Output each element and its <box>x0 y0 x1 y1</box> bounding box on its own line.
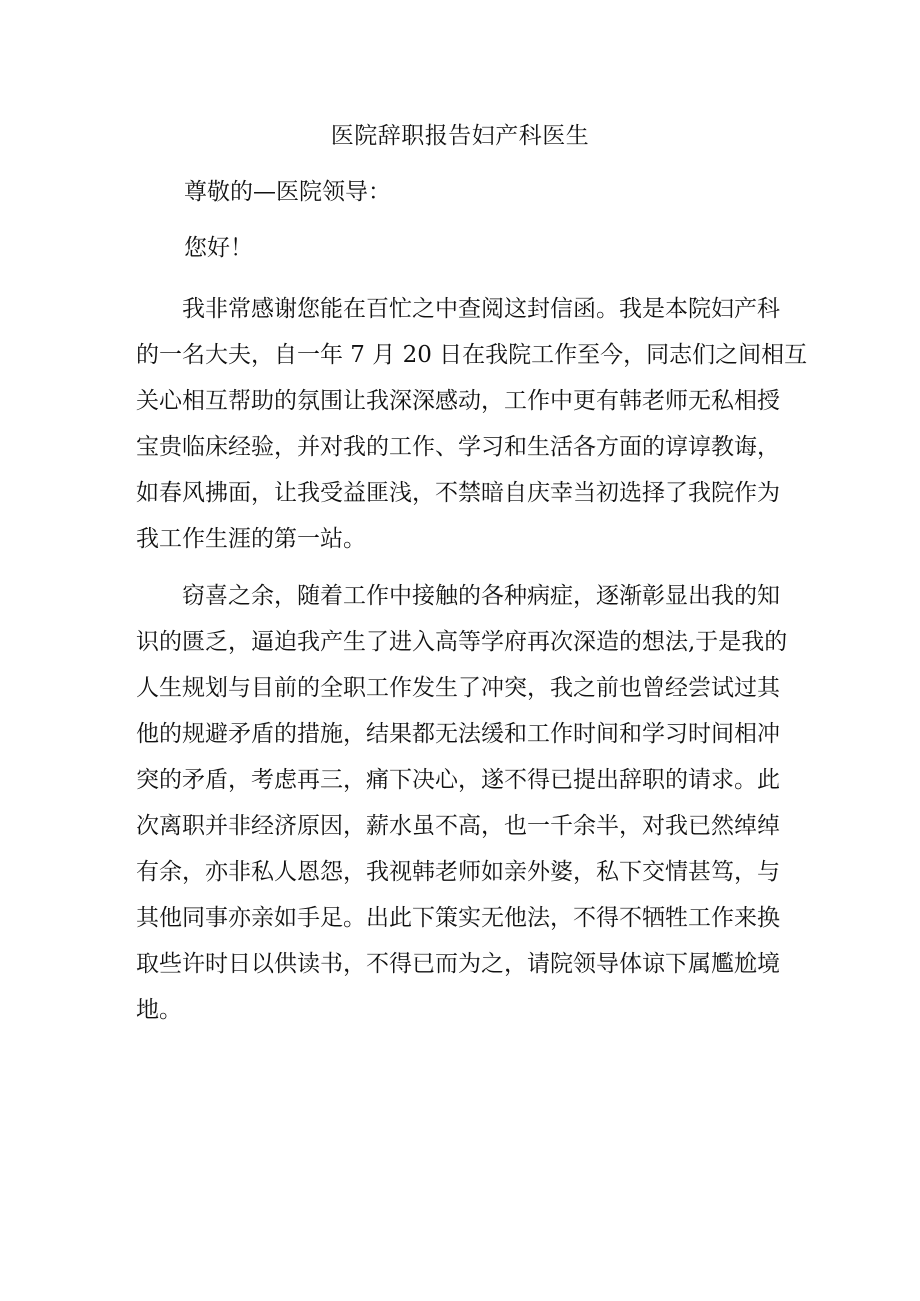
paragraph-line: 窃喜之余，随着工作中接触的各种病症，逐渐彰显出我的知 <box>182 583 780 609</box>
paragraph-line: 其他同事亦亲如手足。出此下策实无他法，不得不牺牲工作来换 <box>136 905 780 931</box>
paragraph-line: 宝贵临床经验，并对我的工作、学习和生活各方面的谆谆教诲， <box>136 434 780 460</box>
paragraph-gratitude <box>136 286 808 562</box>
paragraph-line: 有余，亦非私人恩怨，我视韩老师如亲外婆，私下交情甚笃，与 <box>136 859 780 885</box>
paragraph-line: 我工作生涯的第一站。 <box>136 526 366 552</box>
paragraph-line: 地。 <box>136 997 182 1023</box>
paragraph-resignation-reason <box>136 573 796 1033</box>
paragraph-line: 人生规划与目前的全职工作发生了冲突，我之前也曾经尝试过其 <box>136 675 780 701</box>
paragraph-line: 取些许时日以供读书，不得已而为之，请院领导体谅下属尷尬境 <box>136 951 780 977</box>
greeting-text: 您好！ <box>184 235 253 261</box>
paragraph-line: 的一名大夫，自一年 7 月 20 日在我院工作至今，同志们之间相互 <box>136 342 808 368</box>
paragraph-line: 我非常感谢您能在百忙之中查阅这封信函。我是本院妇产科 <box>182 296 780 322</box>
paragraph-line: 他的规避矛盾的措施，结果都无法缓和工作时间和学习时间相冲 <box>136 721 780 747</box>
document-title: 医院辞职报告妇产科医生 <box>330 123 590 149</box>
paragraph-line: 突的矛盾，考虑再三，痛下决心，遂不得已提出辞职的请求。此 <box>136 767 780 793</box>
paragraph-line: 如春风拂面，让我受益匪浅，不禁暗自庆幸当初选择了我院作为 <box>136 480 780 506</box>
paragraph-line: 识的匮乏，逼迫我产生了进入高等学府再次深造的想法,于是我的 <box>136 629 788 655</box>
paragraph-line: 次离职并非经济原因，薪水虽不高，也一千余半，对我已然绰绰 <box>136 813 780 839</box>
paragraph-line: 关心相互帮助的氛围让我深深感动，工作中更有韩老师无私相授 <box>136 388 780 414</box>
salutation-text: 尊敬的—医院领导： <box>184 179 391 205</box>
